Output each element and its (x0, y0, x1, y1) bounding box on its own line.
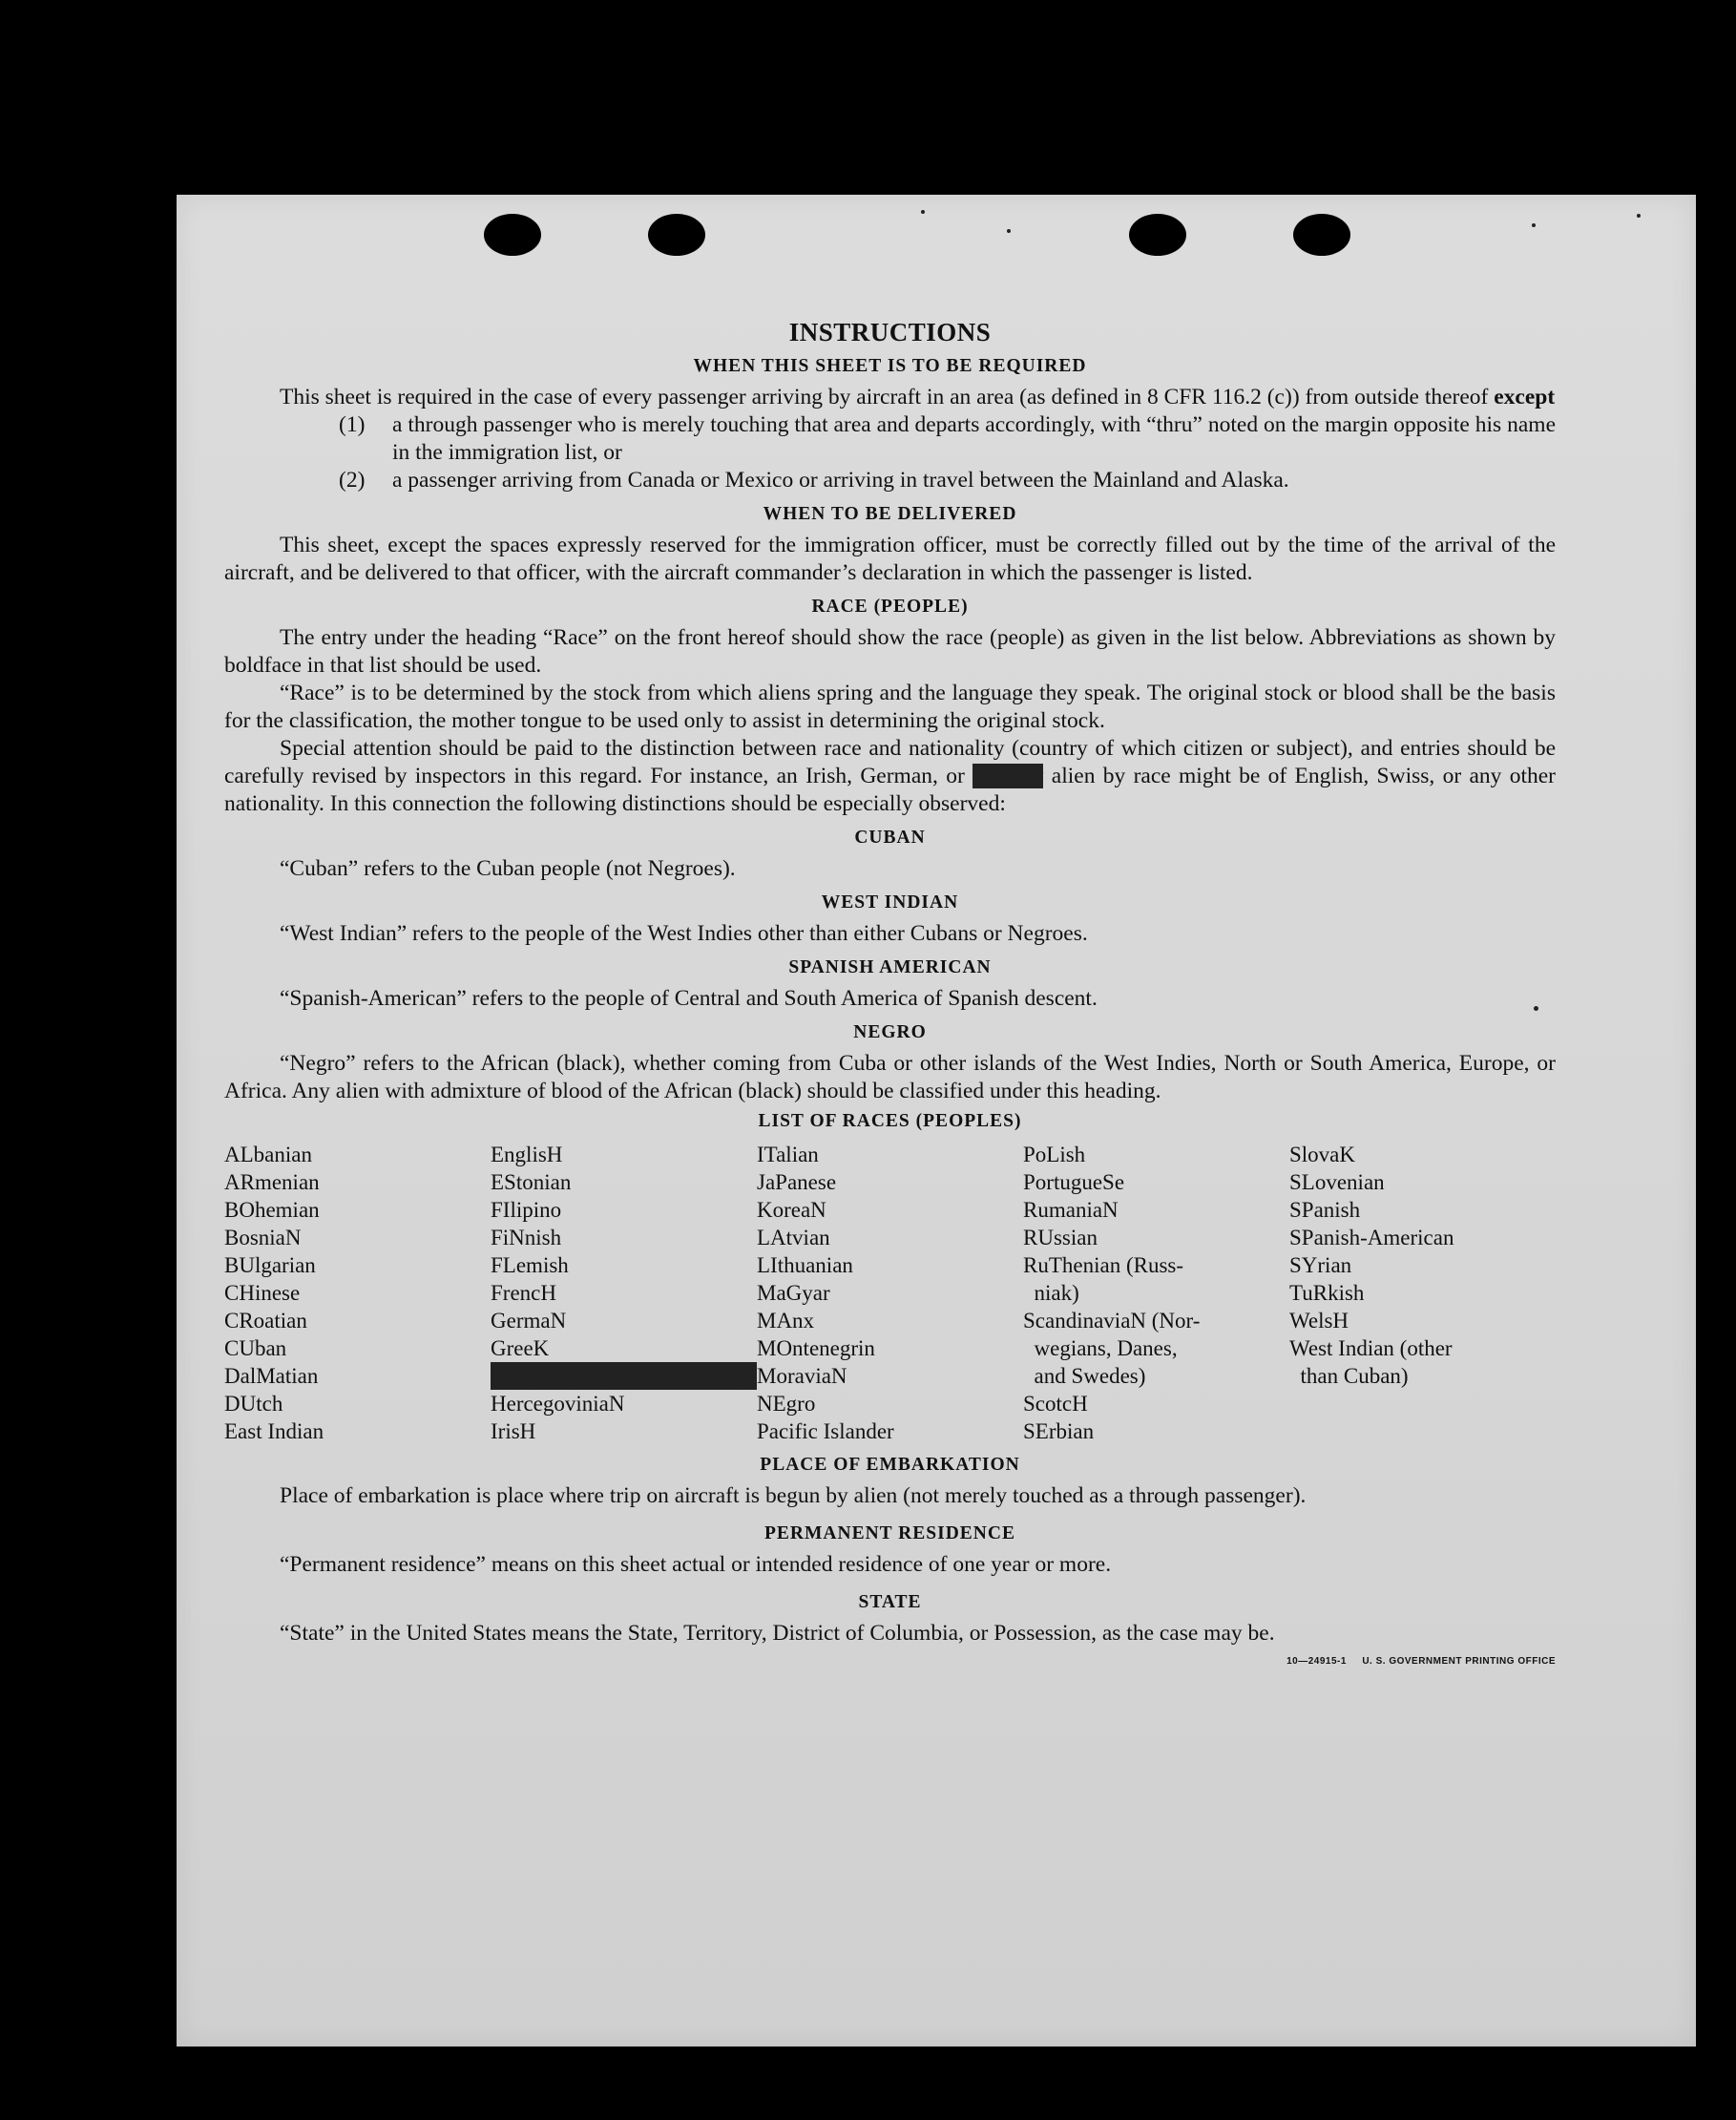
races-column (1289, 1141, 1556, 1445)
race-entry: PortugueSe (1023, 1170, 1125, 1194)
race-entry: ScandinaviaN (Nor- (1023, 1309, 1201, 1333)
form-number: 10—24915-1 (1286, 1656, 1347, 1667)
speck (1007, 229, 1011, 233)
race-entry: CUban (224, 1336, 287, 1360)
negro-text: “Negro” refers to the African (black), whether coming from Cuba or other islands of the West Indies, North or South America, Europe, or Africa. Any alien with admixture of blood of the African (black) should be classified under this heading. (224, 1051, 1556, 1103)
race-entry: HercegoviniaN (491, 1392, 625, 1416)
races-column (224, 1141, 491, 1445)
race-entry: FLemish (491, 1253, 569, 1277)
punch-hole (1293, 214, 1350, 256)
race-entry: ITalian (757, 1143, 819, 1166)
race-entry: BosniaN (224, 1226, 302, 1249)
race-entry: PoLish (1023, 1143, 1086, 1166)
race-entry: niak) (1023, 1281, 1079, 1305)
race-entry: wegians, Danes, (1023, 1336, 1178, 1360)
section-heading: STATE (858, 1592, 922, 1612)
race-entry: SlovaK (1289, 1143, 1355, 1166)
required-intro: This sheet is required in the case of every passenger arriving by aircraft in an area (as defined in 8 CFR 116.2 (c)) from outside thereof except (280, 385, 1556, 409)
instructions-content (224, 319, 1556, 1675)
race-entry: GermaN (491, 1309, 567, 1333)
race-entry: East Indian (224, 1419, 324, 1443)
race-entry: DUtch (224, 1392, 283, 1416)
list-item: (2) a passenger arriving from Canada or Mexico or arriving in travel between the Mainland and Alaska. (339, 468, 1289, 493)
document-sheet (177, 195, 1696, 2047)
race-entry: MOntenegrin (757, 1336, 875, 1360)
race-entry: FIlipino (491, 1198, 562, 1222)
race-entry: KoreaN (757, 1198, 826, 1222)
speck (1637, 214, 1641, 218)
punch-hole (648, 214, 705, 256)
print-imprint (1286, 1648, 1556, 1675)
list-item: (1) a through passenger who is merely touching that area and departs accordingly, with “thru” noted on the margin opposite his name in the immigration list, or (339, 412, 1556, 465)
race-entry: FiNnish (491, 1226, 562, 1249)
race-entry: LAtvian (757, 1226, 830, 1249)
race-entry: EnglisH (491, 1143, 563, 1166)
printer-name: U. S. GOVERNMENT PRINTING OFFICE (1362, 1656, 1556, 1667)
cuban-text: “Cuban” refers to the Cuban people (not Negroes). (280, 856, 736, 881)
race-entry: EStonian (491, 1170, 572, 1194)
spanish-american-text: “Spanish-American” refers to the people of Central and South America of Spanish descent. (280, 986, 1098, 1011)
section-heading: SPANISH AMERICAN (788, 957, 992, 977)
race-entry: ScotcH (1023, 1392, 1088, 1416)
race-entry: FrencH (491, 1281, 556, 1305)
race-entry: MaGyar (757, 1281, 830, 1305)
race-entry: MAnx (757, 1309, 815, 1333)
section-heading: WEST INDIAN (821, 892, 959, 913)
race-entry: JaPanese (757, 1170, 837, 1194)
section-heading: PLACE OF EMBARKATION (760, 1455, 1020, 1475)
race-entry: MoraviaN (757, 1364, 847, 1388)
section-heading: CUBAN (854, 828, 926, 848)
west-indian-text: “West Indian” refers to the people of the West Indies other than either Cubans or Negroes. (280, 921, 1088, 946)
section-heading: RACE (PEOPLE) (811, 597, 969, 617)
page-title: INSTRUCTIONS (788, 318, 992, 346)
section-heading: PERMANENT RESIDENCE (764, 1523, 1015, 1543)
speck (1532, 223, 1536, 227)
race-entry: SPanish (1289, 1198, 1361, 1222)
race-paragraph-2: “Race” is to be determined by the stock from which aliens spring and the language they speak. The original stock or blood shall be the basis for the classification, the mother tongue to be used only to assist in determining the original stock. (224, 681, 1556, 733)
race-entry: WelsH (1289, 1309, 1349, 1333)
struck-word: Hebrew (973, 764, 1044, 788)
race-entry: ARmenian (224, 1170, 320, 1194)
races-list (224, 1141, 1556, 1445)
punch-hole (1129, 214, 1186, 256)
race-paragraph-3: Special attention should be paid to the distinction between race and nationality (country of which citizen or subject), and entries should be carefully revised by inspectors in this regard. For instance, an Irish, German, or Hebrew alien by race might be of English, Swiss, or any other nationality. In this connection the following distinctions should be especially observed: (224, 736, 1556, 816)
race-entry: SPanish-American (1289, 1226, 1454, 1249)
section-heading: WHEN TO BE DELIVERED (763, 504, 1017, 524)
race-entry: HebreW (491, 1362, 757, 1390)
race-entry: CRoatian (224, 1309, 307, 1333)
punch-hole (484, 214, 541, 256)
race-entry: than Cuban) (1289, 1364, 1409, 1388)
race-entry: BOhemian (224, 1198, 320, 1222)
race-entry: Pacific Islander (757, 1419, 894, 1443)
embarkation-text: Place of embarkation is place where trip on aircraft is begun by alien (not merely touched as a through passenger). (280, 1483, 1307, 1508)
race-entry: CHinese (224, 1281, 301, 1305)
section-heading: LIST OF RACES (PEOPLES) (758, 1111, 1022, 1131)
race-entry: TuRkish (1289, 1281, 1365, 1305)
race-entry: IrisH (491, 1419, 536, 1443)
speck (921, 210, 925, 214)
races-column (757, 1141, 1023, 1445)
race-entry: RUssian (1023, 1226, 1098, 1249)
race-entry: West Indian (other (1289, 1336, 1453, 1360)
race-entry: NEgro (757, 1392, 816, 1416)
delivered-text: This sheet, except the spaces expressly reserved for the immigration officer, must be correctly filled out by the time of the arrival of the aircraft, and be delivered to that officer, with the aircraft commander’s declaration in which the passenger is listed. (224, 533, 1556, 585)
residence-text: “Permanent residence” means on this sheet actual or intended residence of one year or more. (280, 1552, 1112, 1577)
section-heading: NEGRO (853, 1022, 927, 1042)
races-column (491, 1141, 757, 1445)
race-entry: RuThenian (Russ- (1023, 1253, 1184, 1277)
except-keyword: except (1494, 385, 1556, 409)
race-entry: SLovenian (1289, 1170, 1385, 1194)
footer (224, 1648, 1556, 1675)
races-column (1023, 1141, 1289, 1445)
race-paragraph-1: The entry under the heading “Race” on the front hereof should show the race (people) as given in the list below. Abbreviations as shown by boldface in that list should be used. (224, 625, 1556, 678)
race-entry: DalMatian (224, 1364, 319, 1388)
race-entry: SErbian (1023, 1419, 1095, 1443)
race-entry: RumaniaN (1023, 1198, 1119, 1222)
race-entry: BUlgarian (224, 1253, 316, 1277)
state-text: “State” in the United States means the State, Territory, District of Columbia, or Possession, as the case may be. (280, 1621, 1275, 1646)
race-entry: SYrian (1289, 1253, 1352, 1277)
race-entry: ALbanian (224, 1143, 312, 1166)
race-entry: and Swedes) (1023, 1364, 1146, 1388)
race-entry: LIthuanian (757, 1253, 853, 1277)
race-entry: GreeK (491, 1336, 550, 1360)
section-heading: WHEN THIS SHEET IS TO BE REQUIRED (693, 356, 1087, 376)
